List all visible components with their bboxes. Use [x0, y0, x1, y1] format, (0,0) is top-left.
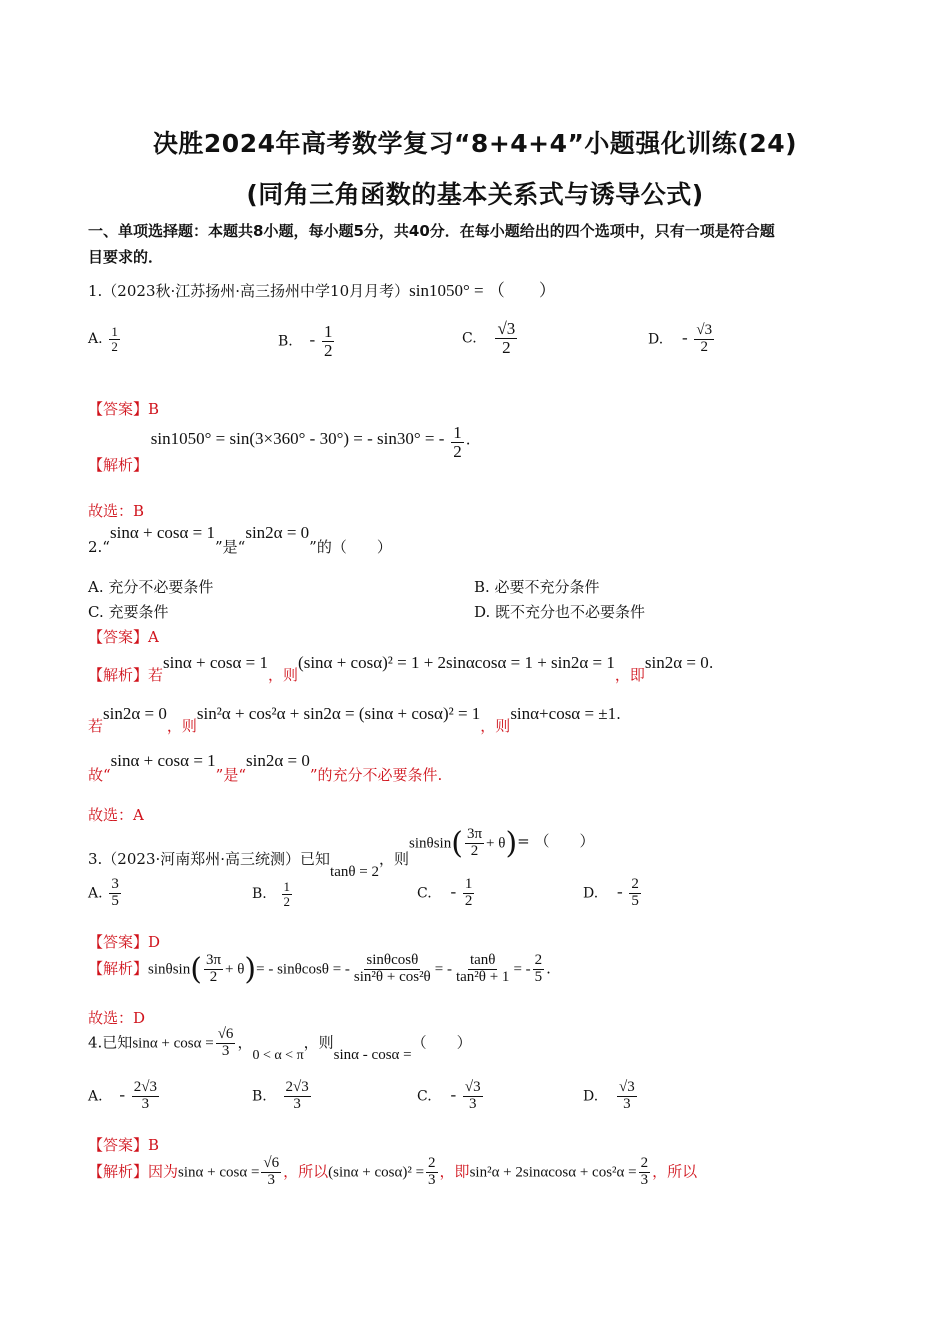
question-4-stem: 4.已知sinα + cosα = $\frac{√6}{3}$ ，0 < α < π，则sinα - cosα =（ ） — [88, 1026, 472, 1064]
q2-analysis-line1: 【解析】若sinα + cosα = 1，则(sinα + cosα)² = 1 + 2sinαcosα = 1 + sin2α = 1，即sin2α = 0. — [88, 653, 714, 684]
q3-analysis: 【解析】sinθsin( $\frac{3\pi}{2}$ + θ)= - sinθcosθ = - $\frac{\sin\theta\cos\theta}{\text{sin²θ + cos²θ}}$ = - $\frac{\tan\theta}{\text{tan²θ + 1}}$ = - $\frac{2}{5}$ . — [88, 952, 551, 987]
q4-answer: 【答案】B — [88, 1136, 160, 1154]
q3-answer: 【答案】D — [88, 933, 161, 951]
q2-choice: 故选：A — [88, 806, 144, 824]
question-2-stem: 2.“sinα + cosα = 1”是“sin2α = 0”的（ ） — [88, 523, 392, 556]
q1-analysis: 【解析】 sin1050° = sin(3×360° - 30°) = - sin30° = - $\frac{1}{2}$ . — [88, 423, 471, 475]
question-1-stem — [88, 276, 556, 301]
q1-choice: 故选：B — [88, 502, 145, 520]
q1-option-d: D. - $\frac{√3}{2}$ — [648, 322, 713, 355]
q1-option-a: A. $\frac{1}{2}$ — [88, 324, 118, 354]
q1-answer: 【答案】B — [88, 400, 160, 418]
page-title: 决胜2024年高考数学复习“8+4+4”小题强化训练(24) — [152, 129, 798, 158]
q2-analysis-line3: 故“sinα + cosα = 1”是“sin2α = 0”的充分不必要条件. — [88, 751, 443, 784]
q1-analysis-expr: sin1050° = sin(3×360° - 30°) = - sin30° = - — [150, 429, 445, 449]
q3-option-d: D. - $\frac{2}{5}$ — [583, 876, 639, 909]
q1-source: 1.（2023秋·江苏扬州·高三扬州中学10月月考） — [88, 282, 410, 300]
q3-option-c: C. - $\frac{1}{2}$ — [417, 876, 473, 909]
q4-option-a: A. - $\frac{2√3}{3}$ — [88, 1079, 158, 1112]
question-3-stem: 3.（2023·河南郑州·高三统测）已知tanθ = 2，则sinθsin( $\frac{3\pi}{2}$ + θ)= （ ） — [88, 826, 595, 880]
q4-option-c: C. - $\frac{√3}{3}$ — [417, 1079, 481, 1112]
q3-choice: 故选：D — [88, 1009, 146, 1027]
q4-option-b: B. $\frac{2√3}{3}$ — [252, 1079, 309, 1112]
q3-option-a: A. $\frac{3}{5}$ — [88, 876, 119, 909]
q2-option-a: A. 充分不必要条件 — [88, 578, 214, 596]
q1-option-c: C. $\frac{√3}{2}$ — [462, 319, 516, 357]
section-heading-cont: 目要求的． — [88, 248, 164, 266]
q1-option-b: B. - $\frac{1}{2}$ — [278, 322, 333, 360]
q1-expression: sin1050° = （ ） — [409, 281, 556, 300]
q2-answer: 【答案】A — [88, 628, 159, 646]
q2-option-d: D. 既不充分也不必要条件 — [474, 603, 646, 621]
q3-option-b: B. $\frac{1}{2}$ — [252, 879, 291, 909]
q2-option-c: C. 充要条件 — [88, 603, 169, 621]
page-subtitle: (同角三角函数的基本关系式与诱导公式) — [246, 180, 704, 209]
q4-option-d: D. $\frac{√3}{3}$ — [583, 1079, 635, 1112]
section-heading: 一、单项选择题：本题共8小题，每小题5分，共40分．在每小题给出的四个选项中，只有一项是符合题 — [88, 222, 775, 240]
q4-analysis: 【解析】因为sinα + cosα = $\frac{√6}{3}$ ，所以(sinα + cosα)² = $\frac{2}{3}$ ，即sin²α + 2sinαcosα + cos²α = $\frac{2}{3}$ ，所以 — [88, 1155, 698, 1188]
q2-analysis-line2: 若sin2α = 0，则sin²α + cos²α + sin2α = (sinα + cosα)² = 1，则sinα+cosα = ±1. — [88, 704, 621, 735]
q2-option-b: B. 必要不充分条件 — [474, 578, 600, 596]
